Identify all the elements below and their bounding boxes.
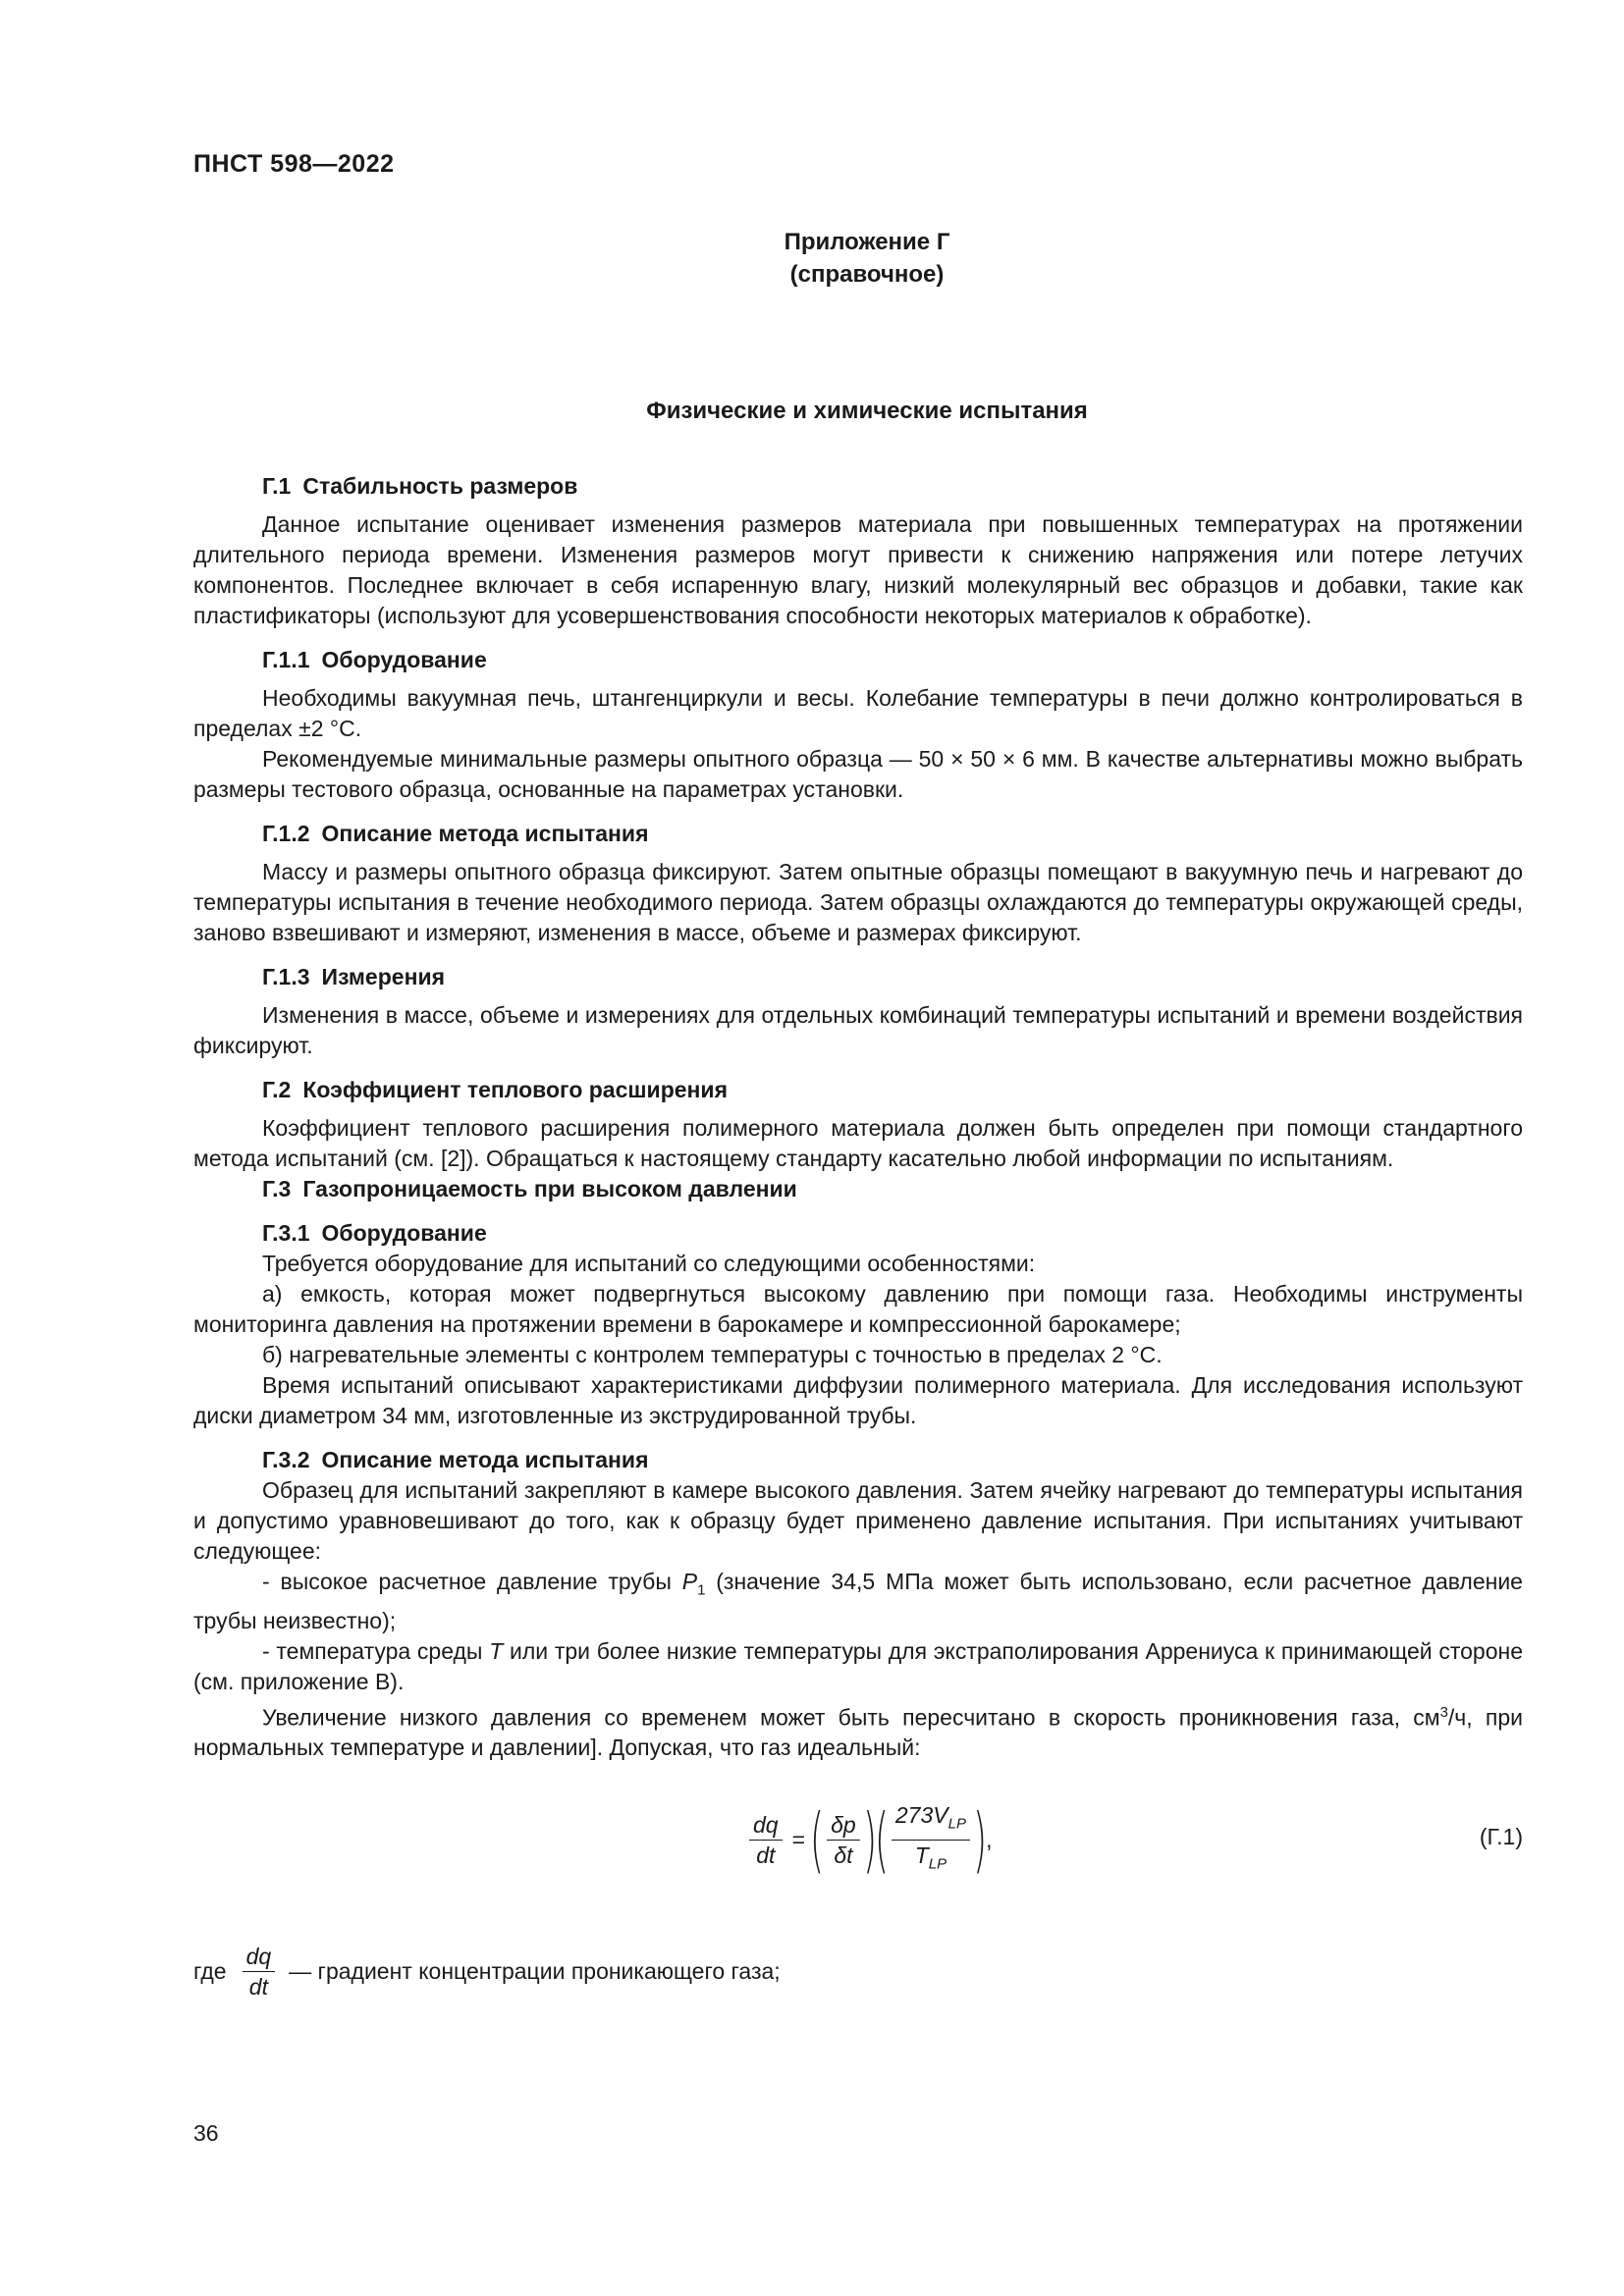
denominator: dt: [248, 1974, 268, 2000]
text-run: /ч, при нормальных температуре и давлении]. Допуская, что газ идеальный:: [193, 1704, 1523, 1761]
subscript: LP: [928, 1855, 947, 1873]
annex-label: Приложение Г: [784, 229, 950, 255]
annex-type: (справочное): [789, 261, 945, 288]
text-run: - температура среды: [262, 1637, 490, 1664]
section-heading-g3: [193, 1174, 1523, 1204]
variable-t: T: [489, 1637, 504, 1664]
paragraph: Необходимы вакуумная печь, штангенциркули и весы. Колебание температуры в печи должно контролироваться в пределах ±2 °С.: [193, 685, 1523, 741]
numerator: δp: [827, 1810, 860, 1841]
section-title: Описание метода испытания: [321, 1447, 649, 1472]
section-title: Оборудование: [321, 647, 487, 672]
formula-block: [193, 1792, 1523, 1900]
paragraph: [193, 1697, 1523, 1764]
fraction-volume-temp: [892, 1800, 970, 1879]
section-title: Стабильность размеров: [302, 473, 578, 499]
formula: [745, 1798, 993, 1882]
paragraph: Время испытаний описывают характеристиками диффузии полимерного материала. Для исследования используют диски диаметром 34 мм, изготовленные из экструдированной трубы.: [193, 1372, 1523, 1428]
paragraph: Массу и размеры опытного образца фиксируют. Затем опытные образцы помещают в вакуумную печь и нагревают до температуры испытания в течение необходимого периода. Затем образцы охлаждаются до температуры окружающей среды, заново взвешивают и измеряют, изменения в массе, объеме и размерах фиксируют.: [193, 859, 1523, 945]
text-run: - высокое расчетное давление трубы: [262, 1569, 682, 1594]
section-number: Г.1.1: [262, 647, 310, 672]
formula-number: (Г.1): [1479, 1824, 1523, 1850]
text-run: или три более низкие температуры для экстраполирования Аррениуса к принимающей стороне (см. приложение В).: [193, 1637, 1523, 1694]
section-number: Г.1: [262, 473, 292, 499]
equals-sign: =: [791, 1826, 806, 1852]
list-item: а) емкость, которая может подвергнуться высокому давлению при помощи газа. Необходимы инструменты мониторинга давления на протяжении времени в барокамере и компрессионной барокамере;: [193, 1281, 1523, 1337]
left-paren-icon: (: [810, 1798, 825, 1882]
subscript: 1: [697, 1581, 706, 1599]
denominator: dt: [756, 1842, 776, 1868]
right-paren-icon: ): [862, 1798, 877, 1882]
list-item: [193, 1636, 1523, 1697]
formula-comma: ,: [986, 1826, 993, 1852]
where-word: где: [193, 1958, 227, 1984]
document-body: [193, 471, 1523, 1900]
page-title-text: Физические и химические испытания: [646, 398, 1088, 424]
paragraph: Изменения в массе, объеме и измерениях для отдельных комбинаций температуры испытаний и времени воздействия фиксируют.: [193, 1002, 1523, 1058]
page-title: [0, 398, 1624, 425]
text-run: Увеличение низкого давления со временем может быть пересчитано в скорость проникновения газа, см: [262, 1704, 1440, 1731]
variable-p: P: [681, 1569, 698, 1594]
section-title: Коэффициент теплового расширения: [302, 1077, 728, 1102]
section-heading-g11: [193, 645, 1523, 675]
where-definition: — градиент концентрации проникающего газа;: [289, 1958, 781, 1984]
right-paren-icon: ): [972, 1798, 988, 1882]
section-number: Г.1.2: [262, 821, 310, 846]
section-title: Измерения: [321, 964, 446, 989]
section-number: Г.3: [262, 1176, 292, 1201]
section-heading-g1: [193, 471, 1523, 502]
fraction-dp-dt: [827, 1810, 860, 1870]
left-paren-icon: (: [874, 1798, 889, 1882]
numerator: [892, 1800, 970, 1841]
section-heading-g2: [193, 1075, 1523, 1105]
section-number: Г.3.1: [262, 1220, 310, 1246]
text-run: 273V: [894, 1802, 948, 1829]
section-heading-g12: [193, 819, 1523, 849]
list-item: б) нагревательные элементы с контролем температуры с точностью в пределах 2 °С.: [262, 1342, 1163, 1367]
section-heading-g13: [193, 962, 1523, 992]
denominator: [911, 1841, 950, 1880]
section-title: Газопроницаемость при высоком давлении: [302, 1176, 797, 1201]
section-title: Оборудование: [321, 1220, 487, 1246]
annex-title: [0, 226, 1624, 291]
section-heading-g32: [193, 1445, 1523, 1475]
superscript: 3: [1439, 1703, 1448, 1721]
denominator: δt: [834, 1842, 853, 1868]
subscript: LP: [947, 1815, 966, 1833]
paragraph: Рекомендуемые минимальные размеры опытного образца — 50 × 50 × 6 мм. В качестве альтернативы можно выбрать размеры тестового образца, основанные на параметрах установки.: [193, 746, 1523, 802]
section-heading-g31: [193, 1218, 1523, 1249]
where-clause: [193, 1942, 781, 2002]
section-number: Г.1.3: [262, 964, 310, 989]
fraction-dq-dt: [749, 1810, 783, 1870]
paragraph: Требуется оборудование для испытаний со следующими особенностями:: [262, 1251, 1036, 1276]
fraction-dq-dt: [243, 1942, 276, 2002]
text-run: (значение 34,5 МПа может быть использовано, если расчетное давление трубы неизвестно);: [193, 1569, 1523, 1633]
text-run: T: [914, 1842, 929, 1868]
paragraph: Данное испытание оценивает изменения размеров материала при повышенных температурах на протяжении длительного периода времени. Изменения размеров могут привести к снижению напряжения или потере летучих компонентов. Последнее включает в себя испаренную влагу, низкий молекулярный вес образцов и добавки, такие как пластификаторы (используют для усовершенствования способности некоторых материалов к обработке).: [193, 511, 1523, 628]
document-code: ПНСТ 598—2022: [193, 150, 395, 178]
section-number: Г.3.2: [262, 1447, 310, 1472]
paragraph: Образец для испытаний закрепляют в камере высокого давления. Затем ячейку нагревают до температуры испытания и допустимо уравновешивают до того, как к образцу будет применено давление испытания. При испытаниях учитывают следующее:: [193, 1477, 1523, 1564]
numerator: dq: [749, 1810, 783, 1841]
section-number: Г.2: [262, 1077, 292, 1102]
list-item: [193, 1567, 1523, 1636]
page-number: 36: [193, 2120, 219, 2146]
paragraph: Коэффициент теплового расширения полимерного материала должен быть определен при помощи стандартного метода испытаний (см. [2]). Обращаться к настоящему стандарту касательно любой информации по испытаниям.: [193, 1115, 1523, 1171]
numerator: dq: [243, 1942, 276, 1972]
section-title: Описание метода испытания: [321, 821, 649, 846]
